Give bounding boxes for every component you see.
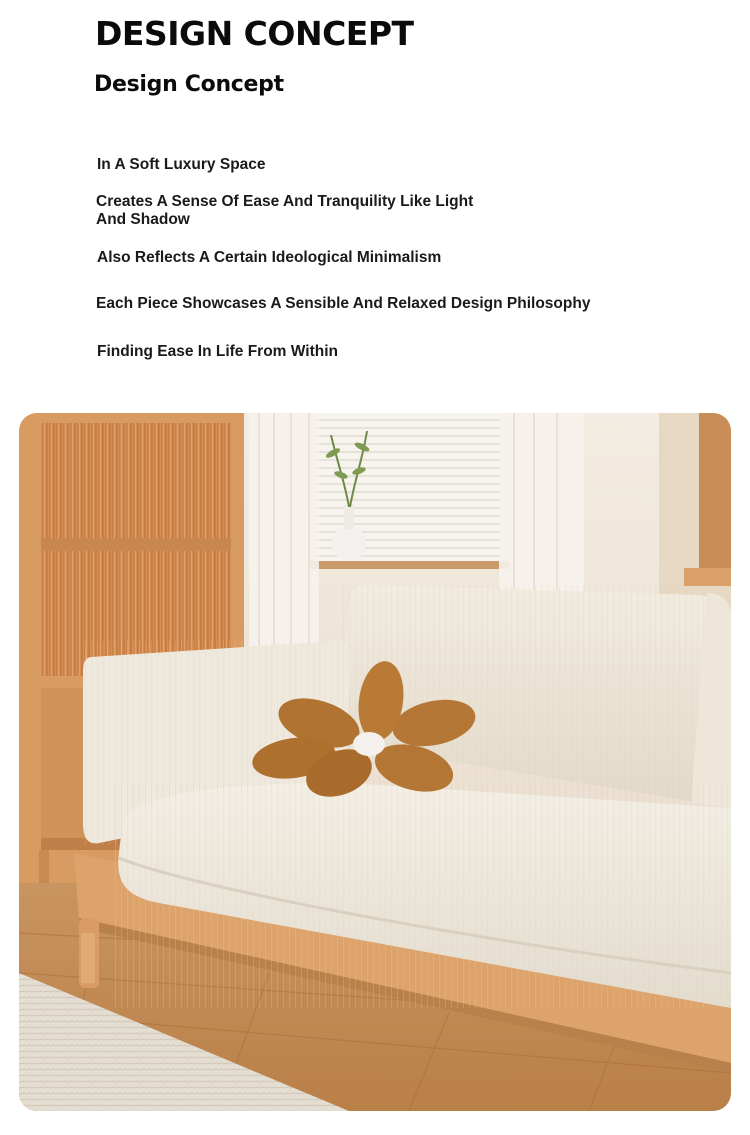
page-title: DESIGN CONCEPT xyxy=(95,14,414,53)
sofa-illustration xyxy=(19,413,731,1111)
concept-line-1: In A Soft Luxury Space xyxy=(97,156,266,173)
concept-line-2: Creates A Sense Of Ease And Tranquility Like Light And Shadow xyxy=(96,193,474,228)
concept-line-5: Finding Ease In Life From Within xyxy=(97,343,338,360)
page-subtitle: Design Concept xyxy=(94,72,284,97)
sofa-photo xyxy=(19,413,731,1111)
concept-line-4: Each Piece Showcases A Sensible And Relaxed Design Philosophy xyxy=(96,295,591,312)
concept-line-3: Also Reflects A Certain Ideological Minimalism xyxy=(97,249,442,266)
